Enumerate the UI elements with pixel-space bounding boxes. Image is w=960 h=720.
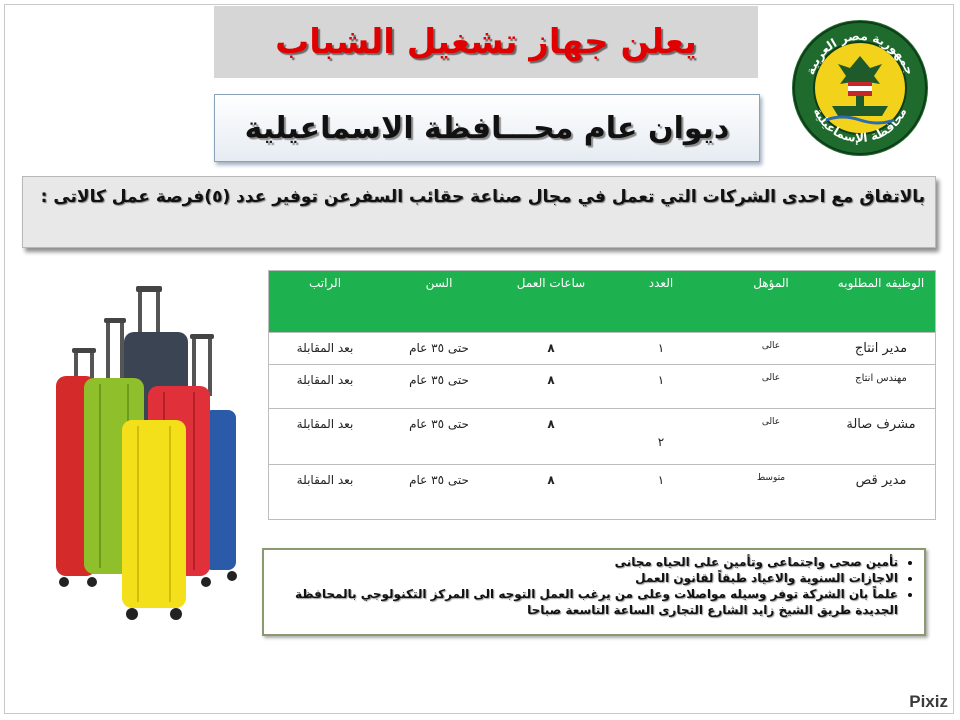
column-header: ساعات العمل	[496, 270, 606, 333]
age-cell: حتى ٣٥ عام	[382, 465, 496, 521]
hours-cell: ٨	[496, 333, 606, 365]
luggage-illustration-icon	[44, 284, 244, 624]
table-header-row	[268, 270, 936, 333]
column-header: السن	[382, 270, 496, 333]
benefits-list	[274, 554, 914, 618]
table-row	[268, 409, 936, 465]
age-cell: حتى ٣٥ عام	[382, 365, 496, 409]
intro-text: بالاتفاق مع احدى الشركات التي تعمل في مجال صناعة حقائب السفرعن توفير عدد (٥)فرصة عمل كالاتى :	[40, 187, 925, 207]
qualification-cell: عالى	[716, 409, 826, 465]
job-title-cell: مدير قص	[826, 465, 936, 521]
age-cell: حتى ٣٥ عام	[382, 333, 496, 365]
benefits-box	[262, 548, 926, 636]
column-header: المؤهل	[716, 270, 826, 333]
hours-cell: ٨	[496, 465, 606, 521]
age-cell: حتى ٣٥ عام	[382, 409, 496, 465]
job-title-cell: مشرف صالة	[826, 409, 936, 465]
hours-cell: ٨	[496, 365, 606, 409]
title-banner	[214, 6, 758, 78]
seal-bottom-text: محافظة الإسماعيلية	[810, 105, 910, 146]
benefit-item: • الاجازات السنوية والاعياد طبقاً لقانون العمل	[274, 570, 898, 586]
seal-top-text: جمهورية مصر العربية	[803, 28, 917, 77]
salary-cell: بعد المقابلة	[268, 365, 382, 409]
column-header: الوظيفه المطلوبه	[826, 270, 936, 333]
qualification-cell: عالى	[716, 333, 826, 365]
salary-cell: بعد المقابلة	[268, 409, 382, 465]
governorate-seal-icon	[790, 18, 930, 158]
benefit-item: • علماً بان الشركة توفر وسيله مواصلات وعلى من يرغب العمل التوجه الى المركز التكنولوجي بالمحافظة الجديدة طريق الشيخ زايد الشارع التجارى الساعة التاسعة صباحا	[274, 586, 898, 618]
qualification-cell: متوسط	[716, 465, 826, 521]
count-cell: ١	[606, 365, 716, 409]
page-title: يعلن جهاز تشغيل الشباب	[275, 22, 697, 62]
qualification-cell: عالى	[716, 365, 826, 409]
benefit-item: • تأمين صحى واجتماعى وتأمين على الحياه مجانى	[274, 554, 898, 570]
job-title-cell: مهندس انتاج	[826, 365, 936, 409]
salary-cell: بعد المقابلة	[268, 465, 382, 521]
page-subtitle: ديوان عام محـــافظة الاسماعيلية	[244, 110, 730, 146]
count-cell: ١	[606, 333, 716, 365]
table-row	[268, 465, 936, 521]
hours-cell: ٨	[496, 409, 606, 465]
count-cell: ١	[606, 465, 716, 521]
count-cell: ٢	[606, 409, 716, 465]
column-header: العدد	[606, 270, 716, 333]
column-header: الراتب	[268, 270, 382, 333]
table-row	[268, 333, 936, 365]
jobs-table	[268, 270, 936, 520]
subtitle-banner	[214, 94, 760, 162]
table-row	[268, 365, 936, 409]
pixiz-watermark: Pixiz	[909, 692, 948, 711]
salary-cell: بعد المقابلة	[268, 333, 382, 365]
intro-announcement	[22, 176, 936, 248]
job-title-cell: مدير انتاج	[826, 333, 936, 365]
